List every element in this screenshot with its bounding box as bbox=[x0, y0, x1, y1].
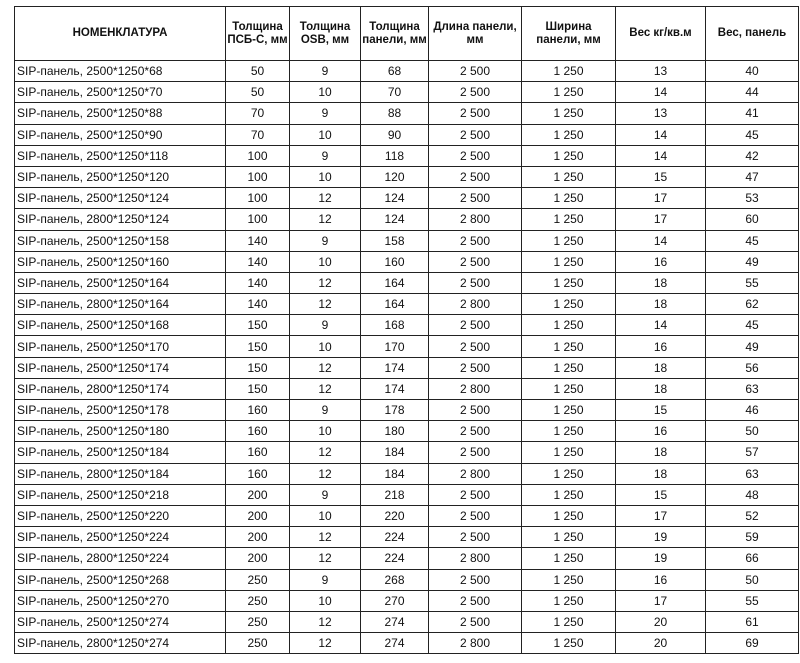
cell-panel-length: 2 500 bbox=[429, 272, 522, 293]
cell-panel-length: 2 500 bbox=[429, 484, 522, 505]
cell-osb-thickness: 10 bbox=[290, 251, 361, 272]
table-row bbox=[15, 442, 799, 463]
cell-weight-per-sqm: 17 bbox=[616, 590, 706, 611]
cell-weight-per-sqm: 16 bbox=[616, 569, 706, 590]
cell-panel-width: 1 250 bbox=[522, 294, 616, 315]
table-row bbox=[15, 124, 799, 145]
cell-panel-length: 2 500 bbox=[429, 400, 522, 421]
cell-nomenclature: SIP-панель, 2500*1250*224 bbox=[15, 527, 226, 548]
table-row bbox=[15, 590, 799, 611]
cell-osb-thickness: 10 bbox=[290, 505, 361, 526]
cell-panel-thickness: 220 bbox=[361, 505, 429, 526]
cell-osb-thickness: 9 bbox=[290, 400, 361, 421]
cell-weight-per-sqm: 15 bbox=[616, 166, 706, 187]
cell-weight-per-panel: 59 bbox=[706, 527, 799, 548]
cell-weight-per-panel: 41 bbox=[706, 103, 799, 124]
cell-weight-per-sqm: 18 bbox=[616, 272, 706, 293]
cell-psb-thickness: 200 bbox=[226, 527, 290, 548]
cell-weight-per-sqm: 18 bbox=[616, 442, 706, 463]
cell-panel-length: 2 500 bbox=[429, 505, 522, 526]
cell-weight-per-panel: 48 bbox=[706, 484, 799, 505]
cell-nomenclature: SIP-панель, 2500*1250*270 bbox=[15, 590, 226, 611]
cell-panel-length: 2 500 bbox=[429, 230, 522, 251]
cell-weight-per-panel: 53 bbox=[706, 188, 799, 209]
cell-panel-thickness: 160 bbox=[361, 251, 429, 272]
cell-panel-width: 1 250 bbox=[522, 357, 616, 378]
table-row bbox=[15, 548, 799, 569]
cell-weight-per-sqm: 14 bbox=[616, 315, 706, 336]
cell-osb-thickness: 10 bbox=[290, 166, 361, 187]
header-weight-per-panel: Вес, панель bbox=[706, 7, 799, 61]
cell-panel-length: 2 800 bbox=[429, 209, 522, 230]
cell-panel-length: 2 800 bbox=[429, 463, 522, 484]
cell-weight-per-panel: 45 bbox=[706, 124, 799, 145]
cell-panel-width: 1 250 bbox=[522, 569, 616, 590]
table-row bbox=[15, 82, 799, 103]
cell-panel-length: 2 800 bbox=[429, 548, 522, 569]
cell-osb-thickness: 9 bbox=[290, 230, 361, 251]
cell-panel-thickness: 274 bbox=[361, 611, 429, 632]
cell-panel-width: 1 250 bbox=[522, 442, 616, 463]
table-row bbox=[15, 378, 799, 399]
table-row bbox=[15, 421, 799, 442]
cell-panel-length: 2 800 bbox=[429, 294, 522, 315]
cell-panel-width: 1 250 bbox=[522, 315, 616, 336]
table-row bbox=[15, 505, 799, 526]
table-row bbox=[15, 400, 799, 421]
cell-panel-thickness: 218 bbox=[361, 484, 429, 505]
cell-osb-thickness: 10 bbox=[290, 82, 361, 103]
cell-nomenclature: SIP-панель, 2500*1250*220 bbox=[15, 505, 226, 526]
cell-psb-thickness: 100 bbox=[226, 166, 290, 187]
cell-nomenclature: SIP-панель, 2800*1250*164 bbox=[15, 294, 226, 315]
cell-psb-thickness: 150 bbox=[226, 378, 290, 399]
cell-nomenclature: SIP-панель, 2500*1250*180 bbox=[15, 421, 226, 442]
cell-panel-width: 1 250 bbox=[522, 484, 616, 505]
cell-panel-width: 1 250 bbox=[522, 548, 616, 569]
cell-weight-per-panel: 50 bbox=[706, 421, 799, 442]
cell-panel-thickness: 124 bbox=[361, 188, 429, 209]
cell-panel-thickness: 174 bbox=[361, 357, 429, 378]
table-row bbox=[15, 336, 799, 357]
cell-panel-thickness: 124 bbox=[361, 209, 429, 230]
cell-panel-length: 2 500 bbox=[429, 569, 522, 590]
cell-psb-thickness: 200 bbox=[226, 505, 290, 526]
table-row bbox=[15, 251, 799, 272]
table-row bbox=[15, 527, 799, 548]
table-row bbox=[15, 230, 799, 251]
cell-weight-per-sqm: 13 bbox=[616, 61, 706, 82]
cell-weight-per-panel: 63 bbox=[706, 463, 799, 484]
cell-panel-length: 2 500 bbox=[429, 590, 522, 611]
cell-panel-length: 2 500 bbox=[429, 145, 522, 166]
table-body bbox=[15, 61, 799, 654]
cell-panel-length: 2 500 bbox=[429, 336, 522, 357]
cell-panel-length: 2 500 bbox=[429, 357, 522, 378]
table-row bbox=[15, 315, 799, 336]
cell-weight-per-panel: 63 bbox=[706, 378, 799, 399]
table-row bbox=[15, 611, 799, 632]
cell-nomenclature: SIP-панель, 2500*1250*118 bbox=[15, 145, 226, 166]
cell-panel-thickness: 270 bbox=[361, 590, 429, 611]
cell-panel-length: 2 500 bbox=[429, 421, 522, 442]
cell-weight-per-panel: 49 bbox=[706, 336, 799, 357]
cell-psb-thickness: 150 bbox=[226, 336, 290, 357]
cell-osb-thickness: 9 bbox=[290, 484, 361, 505]
cell-weight-per-panel: 62 bbox=[706, 294, 799, 315]
cell-weight-per-panel: 47 bbox=[706, 166, 799, 187]
cell-panel-thickness: 184 bbox=[361, 463, 429, 484]
cell-nomenclature: SIP-панель, 2500*1250*90 bbox=[15, 124, 226, 145]
cell-osb-thickness: 12 bbox=[290, 463, 361, 484]
header-weight-per-sqm: Вес кг/кв.м bbox=[616, 7, 706, 61]
table-row bbox=[15, 61, 799, 82]
cell-panel-length: 2 500 bbox=[429, 61, 522, 82]
cell-osb-thickness: 12 bbox=[290, 209, 361, 230]
cell-panel-width: 1 250 bbox=[522, 527, 616, 548]
cell-panel-width: 1 250 bbox=[522, 188, 616, 209]
header-panel-width: Ширина панели, мм bbox=[522, 7, 616, 61]
cell-panel-length: 2 800 bbox=[429, 633, 522, 654]
table-row bbox=[15, 357, 799, 378]
cell-osb-thickness: 12 bbox=[290, 294, 361, 315]
cell-panel-thickness: 158 bbox=[361, 230, 429, 251]
cell-weight-per-panel: 42 bbox=[706, 145, 799, 166]
cell-psb-thickness: 70 bbox=[226, 124, 290, 145]
cell-panel-thickness: 164 bbox=[361, 294, 429, 315]
header-row bbox=[15, 7, 799, 61]
cell-weight-per-panel: 52 bbox=[706, 505, 799, 526]
cell-panel-width: 1 250 bbox=[522, 378, 616, 399]
cell-panel-width: 1 250 bbox=[522, 103, 616, 124]
table-row bbox=[15, 103, 799, 124]
cell-panel-width: 1 250 bbox=[522, 590, 616, 611]
cell-osb-thickness: 9 bbox=[290, 315, 361, 336]
cell-weight-per-sqm: 18 bbox=[616, 294, 706, 315]
cell-panel-length: 2 800 bbox=[429, 378, 522, 399]
cell-panel-width: 1 250 bbox=[522, 230, 616, 251]
cell-panel-thickness: 168 bbox=[361, 315, 429, 336]
cell-weight-per-sqm: 14 bbox=[616, 124, 706, 145]
cell-nomenclature: SIP-панель, 2500*1250*70 bbox=[15, 82, 226, 103]
cell-panel-length: 2 500 bbox=[429, 251, 522, 272]
cell-panel-width: 1 250 bbox=[522, 272, 616, 293]
table-row bbox=[15, 145, 799, 166]
cell-osb-thickness: 12 bbox=[290, 548, 361, 569]
cell-weight-per-panel: 69 bbox=[706, 633, 799, 654]
cell-osb-thickness: 12 bbox=[290, 527, 361, 548]
cell-osb-thickness: 12 bbox=[290, 442, 361, 463]
cell-panel-width: 1 250 bbox=[522, 251, 616, 272]
cell-weight-per-sqm: 13 bbox=[616, 103, 706, 124]
cell-panel-thickness: 174 bbox=[361, 378, 429, 399]
cell-osb-thickness: 10 bbox=[290, 590, 361, 611]
table-container bbox=[14, 6, 799, 654]
cell-panel-thickness: 120 bbox=[361, 166, 429, 187]
cell-weight-per-panel: 57 bbox=[706, 442, 799, 463]
cell-psb-thickness: 160 bbox=[226, 421, 290, 442]
cell-psb-thickness: 50 bbox=[226, 82, 290, 103]
cell-weight-per-panel: 55 bbox=[706, 272, 799, 293]
table-row bbox=[15, 166, 799, 187]
cell-nomenclature: SIP-панель, 2800*1250*224 bbox=[15, 548, 226, 569]
cell-panel-thickness: 184 bbox=[361, 442, 429, 463]
cell-weight-per-sqm: 14 bbox=[616, 145, 706, 166]
cell-panel-width: 1 250 bbox=[522, 209, 616, 230]
cell-panel-thickness: 164 bbox=[361, 272, 429, 293]
cell-osb-thickness: 9 bbox=[290, 145, 361, 166]
cell-panel-length: 2 500 bbox=[429, 166, 522, 187]
cell-psb-thickness: 100 bbox=[226, 145, 290, 166]
cell-weight-per-panel: 49 bbox=[706, 251, 799, 272]
cell-weight-per-panel: 45 bbox=[706, 315, 799, 336]
cell-nomenclature: SIP-панель, 2500*1250*184 bbox=[15, 442, 226, 463]
cell-psb-thickness: 200 bbox=[226, 548, 290, 569]
cell-nomenclature: SIP-панель, 2500*1250*274 bbox=[15, 611, 226, 632]
cell-weight-per-panel: 45 bbox=[706, 230, 799, 251]
cell-osb-thickness: 10 bbox=[290, 124, 361, 145]
cell-nomenclature: SIP-панель, 2500*1250*88 bbox=[15, 103, 226, 124]
cell-psb-thickness: 160 bbox=[226, 400, 290, 421]
cell-weight-per-sqm: 15 bbox=[616, 400, 706, 421]
cell-weight-per-sqm: 18 bbox=[616, 357, 706, 378]
cell-panel-width: 1 250 bbox=[522, 463, 616, 484]
cell-weight-per-panel: 55 bbox=[706, 590, 799, 611]
cell-psb-thickness: 150 bbox=[226, 315, 290, 336]
cell-nomenclature: SIP-панель, 2500*1250*120 bbox=[15, 166, 226, 187]
sip-panel-table bbox=[14, 6, 799, 654]
cell-panel-width: 1 250 bbox=[522, 421, 616, 442]
cell-nomenclature: SIP-панель, 2500*1250*68 bbox=[15, 61, 226, 82]
cell-panel-thickness: 178 bbox=[361, 400, 429, 421]
cell-panel-length: 2 500 bbox=[429, 124, 522, 145]
cell-weight-per-panel: 40 bbox=[706, 61, 799, 82]
cell-osb-thickness: 12 bbox=[290, 611, 361, 632]
cell-panel-thickness: 118 bbox=[361, 145, 429, 166]
cell-weight-per-panel: 66 bbox=[706, 548, 799, 569]
cell-osb-thickness: 12 bbox=[290, 188, 361, 209]
cell-weight-per-panel: 44 bbox=[706, 82, 799, 103]
cell-weight-per-sqm: 16 bbox=[616, 421, 706, 442]
header-osb-thickness: Толщина OSB, мм bbox=[290, 7, 361, 61]
cell-weight-per-panel: 61 bbox=[706, 611, 799, 632]
cell-panel-width: 1 250 bbox=[522, 166, 616, 187]
cell-osb-thickness: 10 bbox=[290, 421, 361, 442]
cell-nomenclature: SIP-панель, 2500*1250*268 bbox=[15, 569, 226, 590]
table-row bbox=[15, 633, 799, 654]
table-row bbox=[15, 188, 799, 209]
cell-panel-thickness: 70 bbox=[361, 82, 429, 103]
table-row bbox=[15, 272, 799, 293]
cell-panel-width: 1 250 bbox=[522, 336, 616, 357]
cell-weight-per-sqm: 16 bbox=[616, 336, 706, 357]
cell-nomenclature: SIP-панель, 2500*1250*174 bbox=[15, 357, 226, 378]
cell-psb-thickness: 50 bbox=[226, 61, 290, 82]
cell-panel-length: 2 500 bbox=[429, 527, 522, 548]
cell-osb-thickness: 9 bbox=[290, 61, 361, 82]
cell-panel-thickness: 170 bbox=[361, 336, 429, 357]
cell-panel-width: 1 250 bbox=[522, 145, 616, 166]
cell-weight-per-panel: 50 bbox=[706, 569, 799, 590]
cell-panel-thickness: 224 bbox=[361, 527, 429, 548]
cell-nomenclature: SIP-панель, 2800*1250*124 bbox=[15, 209, 226, 230]
cell-weight-per-sqm: 19 bbox=[616, 527, 706, 548]
cell-psb-thickness: 250 bbox=[226, 569, 290, 590]
cell-psb-thickness: 200 bbox=[226, 484, 290, 505]
cell-panel-thickness: 90 bbox=[361, 124, 429, 145]
cell-nomenclature: SIP-панель, 2500*1250*178 bbox=[15, 400, 226, 421]
cell-weight-per-panel: 46 bbox=[706, 400, 799, 421]
cell-osb-thickness: 10 bbox=[290, 336, 361, 357]
cell-osb-thickness: 12 bbox=[290, 633, 361, 654]
cell-panel-width: 1 250 bbox=[522, 633, 616, 654]
cell-weight-per-sqm: 17 bbox=[616, 505, 706, 526]
cell-psb-thickness: 140 bbox=[226, 294, 290, 315]
cell-weight-per-sqm: 19 bbox=[616, 548, 706, 569]
cell-weight-per-sqm: 20 bbox=[616, 633, 706, 654]
cell-psb-thickness: 100 bbox=[226, 209, 290, 230]
cell-weight-per-sqm: 18 bbox=[616, 378, 706, 399]
cell-panel-length: 2 500 bbox=[429, 315, 522, 336]
table-row bbox=[15, 463, 799, 484]
cell-psb-thickness: 250 bbox=[226, 633, 290, 654]
cell-weight-per-sqm: 15 bbox=[616, 484, 706, 505]
header-panel-thickness: Толщина панели, мм bbox=[361, 7, 429, 61]
cell-psb-thickness: 160 bbox=[226, 442, 290, 463]
cell-nomenclature: SIP-панель, 2500*1250*218 bbox=[15, 484, 226, 505]
cell-panel-length: 2 500 bbox=[429, 188, 522, 209]
cell-panel-thickness: 88 bbox=[361, 103, 429, 124]
cell-osb-thickness: 9 bbox=[290, 103, 361, 124]
cell-weight-per-sqm: 20 bbox=[616, 611, 706, 632]
cell-weight-per-sqm: 18 bbox=[616, 463, 706, 484]
cell-weight-per-sqm: 17 bbox=[616, 188, 706, 209]
cell-psb-thickness: 250 bbox=[226, 590, 290, 611]
cell-nomenclature: SIP-панель, 2800*1250*274 bbox=[15, 633, 226, 654]
cell-panel-width: 1 250 bbox=[522, 505, 616, 526]
cell-panel-length: 2 500 bbox=[429, 611, 522, 632]
cell-nomenclature: SIP-панель, 2800*1250*184 bbox=[15, 463, 226, 484]
cell-panel-width: 1 250 bbox=[522, 400, 616, 421]
cell-psb-thickness: 150 bbox=[226, 357, 290, 378]
cell-weight-per-sqm: 14 bbox=[616, 82, 706, 103]
cell-panel-width: 1 250 bbox=[522, 61, 616, 82]
cell-panel-thickness: 224 bbox=[361, 548, 429, 569]
cell-weight-per-sqm: 16 bbox=[616, 251, 706, 272]
cell-psb-thickness: 140 bbox=[226, 272, 290, 293]
cell-nomenclature: SIP-панель, 2500*1250*168 bbox=[15, 315, 226, 336]
cell-panel-width: 1 250 bbox=[522, 611, 616, 632]
cell-weight-per-sqm: 17 bbox=[616, 209, 706, 230]
cell-psb-thickness: 140 bbox=[226, 230, 290, 251]
cell-osb-thickness: 9 bbox=[290, 569, 361, 590]
cell-osb-thickness: 12 bbox=[290, 378, 361, 399]
cell-panel-thickness: 68 bbox=[361, 61, 429, 82]
cell-panel-thickness: 274 bbox=[361, 633, 429, 654]
cell-nomenclature: SIP-панель, 2500*1250*124 bbox=[15, 188, 226, 209]
table-row bbox=[15, 294, 799, 315]
cell-panel-length: 2 500 bbox=[429, 442, 522, 463]
header-nomenclature: НОМЕНКЛАТУРА bbox=[15, 7, 226, 61]
cell-psb-thickness: 250 bbox=[226, 611, 290, 632]
cell-psb-thickness: 140 bbox=[226, 251, 290, 272]
cell-panel-length: 2 500 bbox=[429, 82, 522, 103]
table-row bbox=[15, 484, 799, 505]
cell-panel-width: 1 250 bbox=[522, 124, 616, 145]
cell-nomenclature: SIP-панель, 2500*1250*170 bbox=[15, 336, 226, 357]
cell-panel-thickness: 268 bbox=[361, 569, 429, 590]
cell-psb-thickness: 160 bbox=[226, 463, 290, 484]
cell-weight-per-panel: 60 bbox=[706, 209, 799, 230]
cell-psb-thickness: 100 bbox=[226, 188, 290, 209]
cell-osb-thickness: 12 bbox=[290, 357, 361, 378]
cell-nomenclature: SIP-панель, 2500*1250*164 bbox=[15, 272, 226, 293]
cell-weight-per-panel: 56 bbox=[706, 357, 799, 378]
cell-panel-width: 1 250 bbox=[522, 82, 616, 103]
cell-nomenclature: SIP-панель, 2800*1250*174 bbox=[15, 378, 226, 399]
header-panel-length: Длина панели, мм bbox=[429, 7, 522, 61]
table-row bbox=[15, 209, 799, 230]
cell-nomenclature: SIP-панель, 2500*1250*160 bbox=[15, 251, 226, 272]
cell-panel-thickness: 180 bbox=[361, 421, 429, 442]
cell-weight-per-sqm: 14 bbox=[616, 230, 706, 251]
header-psb-thickness: Толщина ПСБ-С, мм bbox=[226, 7, 290, 61]
cell-psb-thickness: 70 bbox=[226, 103, 290, 124]
cell-panel-length: 2 500 bbox=[429, 103, 522, 124]
table-row bbox=[15, 569, 799, 590]
cell-osb-thickness: 12 bbox=[290, 272, 361, 293]
cell-nomenclature: SIP-панель, 2500*1250*158 bbox=[15, 230, 226, 251]
